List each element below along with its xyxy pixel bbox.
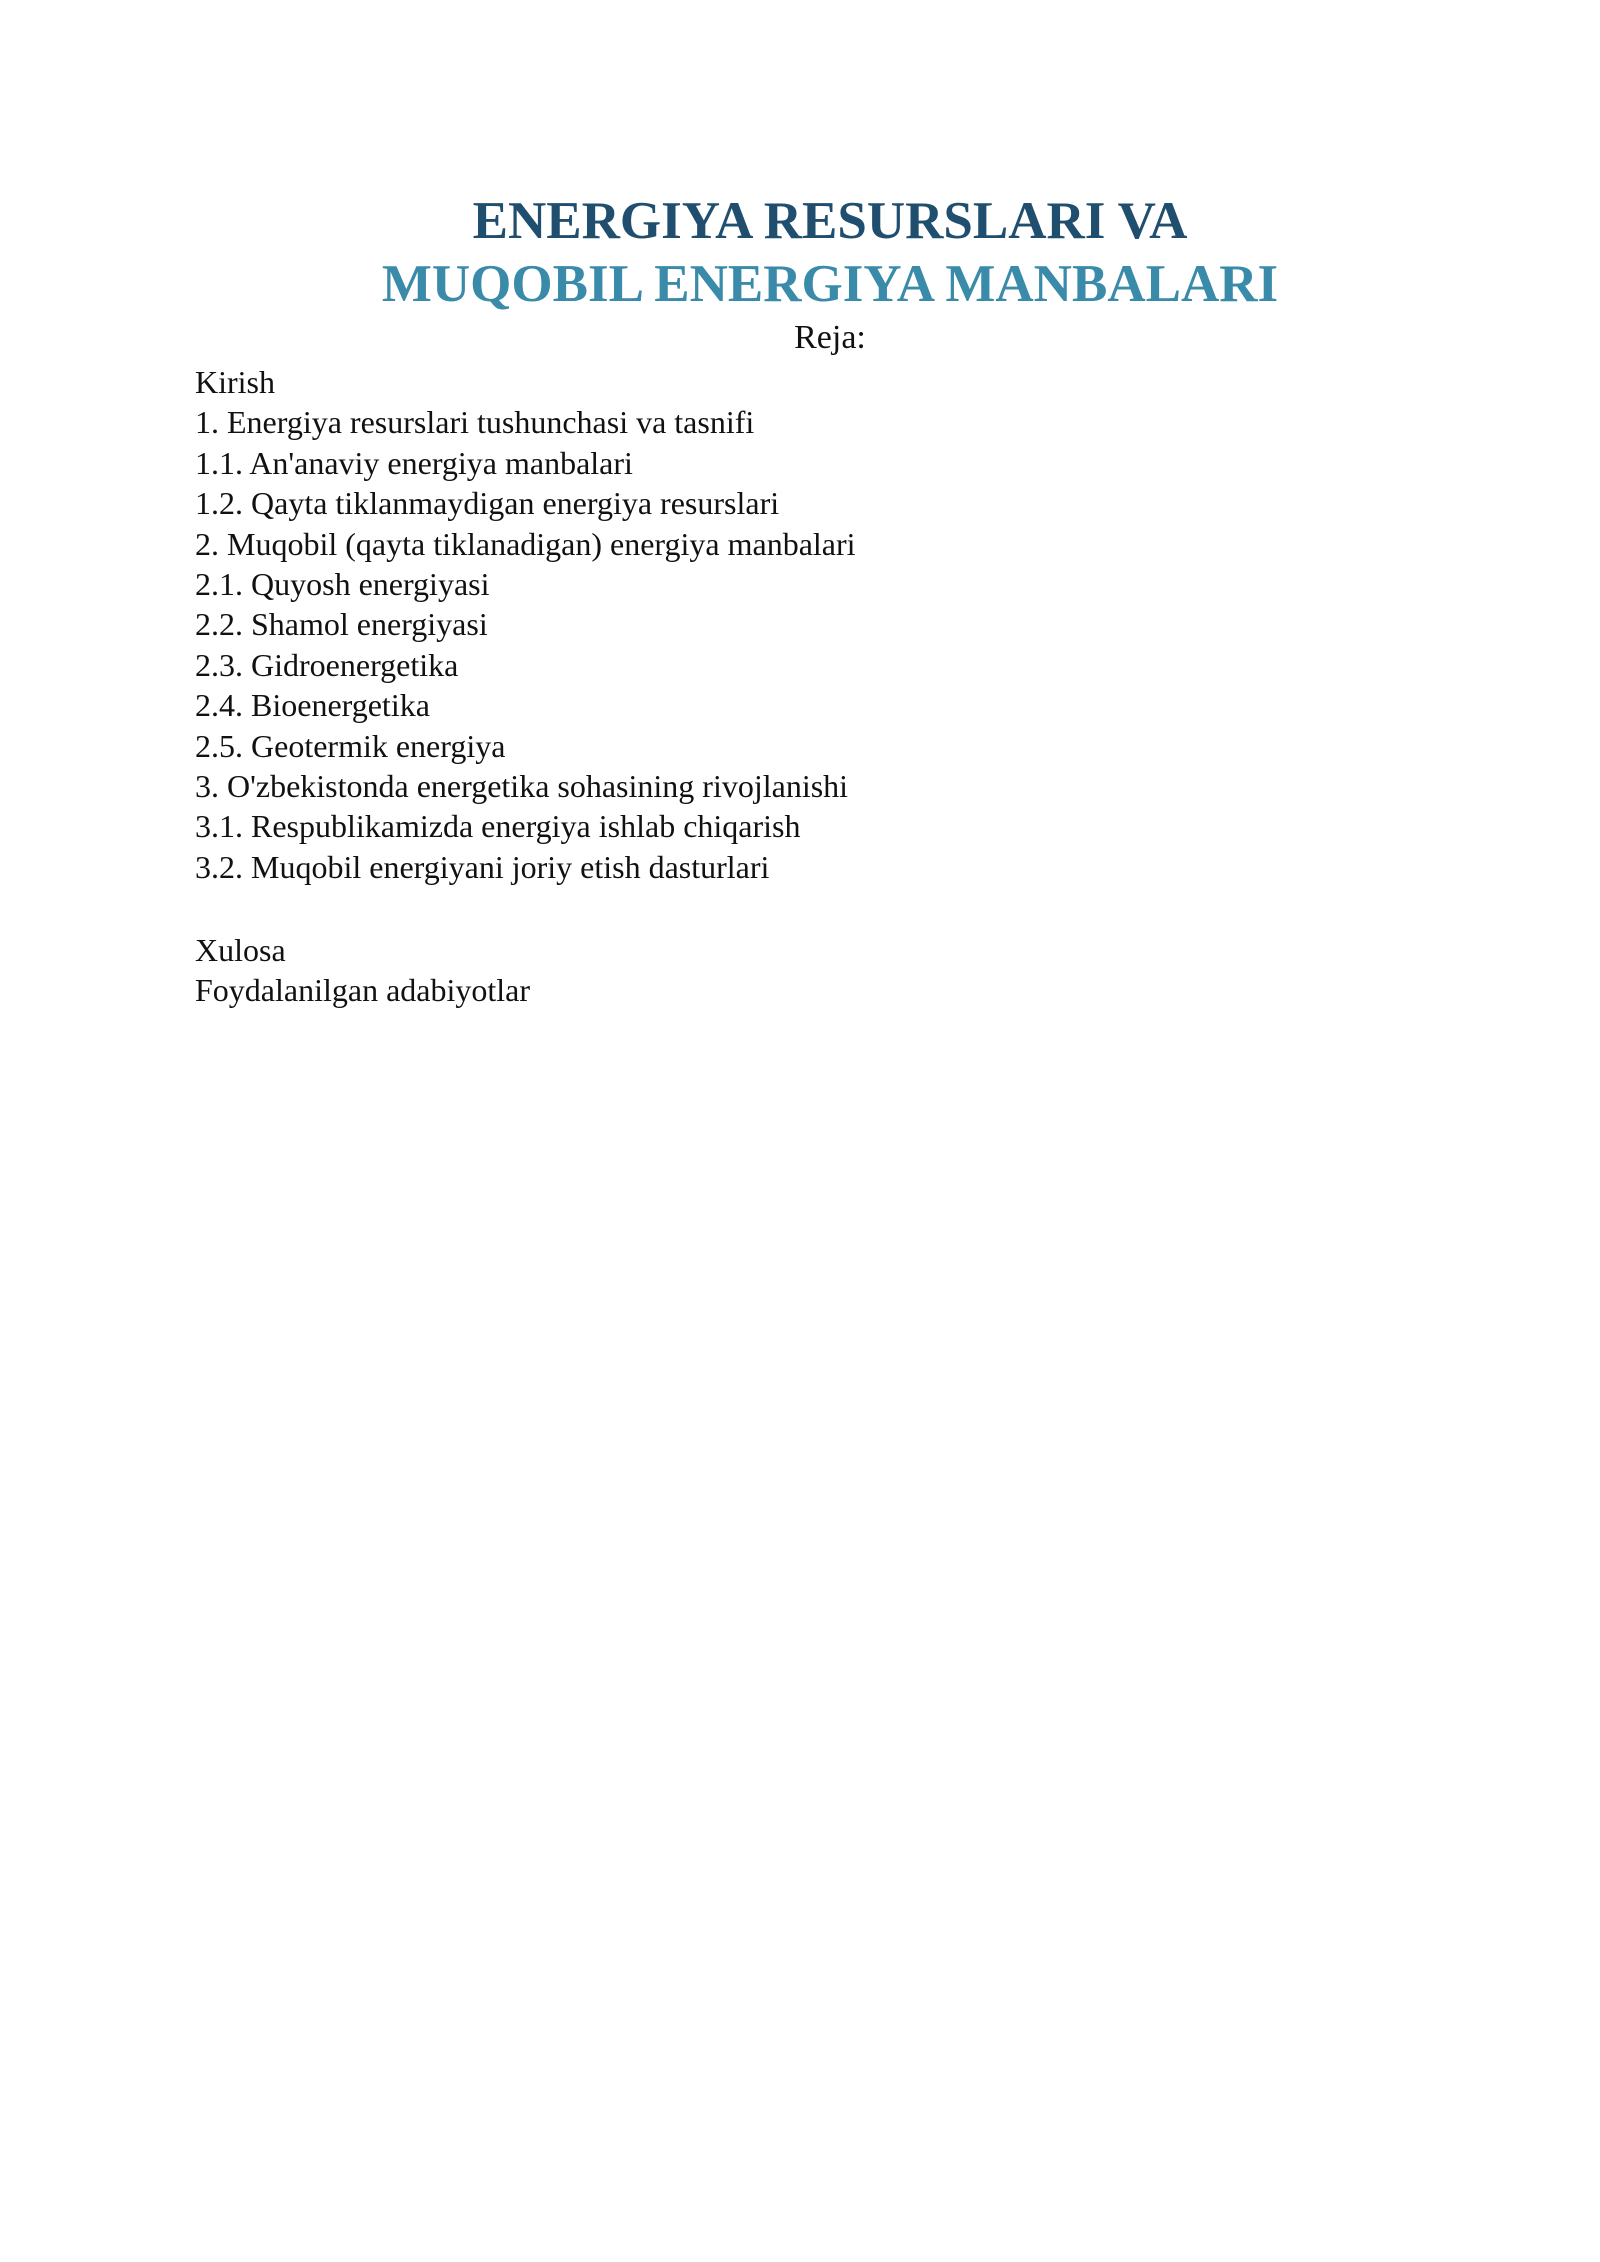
toc-item-references: Foydalanilgan adabiyotlar: [195, 972, 531, 1009]
table-of-contents: [195, 362, 856, 887]
title-line-1: ENERGIYA RESURSLARI VA: [472, 192, 1188, 250]
toc-item-intro: Kirish: [195, 364, 275, 400]
toc-item-2-2: 2.2. Shamol energiyasi: [195, 606, 488, 643]
toc-item-2-3: 2.3. Gidroenergetika: [195, 646, 459, 683]
toc-item-2-1: 2.1. Quyosh energiyasi: [195, 566, 490, 603]
document-title: [0, 190, 1600, 316]
toc-item-3-1: 3.1. Respublikamizda energiya ishlab chiqarish: [195, 808, 801, 845]
toc-item-2-5: 2.5. Geotermik energiya: [195, 727, 506, 764]
closing-sections: [195, 930, 530, 1011]
toc-item-2-4: 2.4. Bioenergetika: [195, 687, 430, 724]
title-line-2: MUQOBIL ENERGIYA MANBALARI: [381, 255, 1279, 313]
toc-item-conclusion: Xulosa: [195, 932, 286, 968]
toc-item-3: 3. O'zbekistonda energetika sohasining rivojlanishi: [195, 768, 849, 805]
toc-item-1-2: 1.2. Qayta tiklanmaydigan energiya resurslari: [195, 485, 780, 522]
plan-heading: Reja:: [794, 319, 866, 356]
toc-item-3-2: 3.2. Muqobil energiyani joriy etish dasturlari: [195, 848, 770, 885]
toc-item-2: 2. Muqobil (qayta tiklanadigan) energiya manbalari: [195, 525, 856, 562]
toc-item-1: 1. Energiya resurslari tushunchasi va tasnifi: [195, 404, 755, 441]
toc-item-1-1: 1.1. An'anaviy energiya manbalari: [195, 444, 633, 481]
